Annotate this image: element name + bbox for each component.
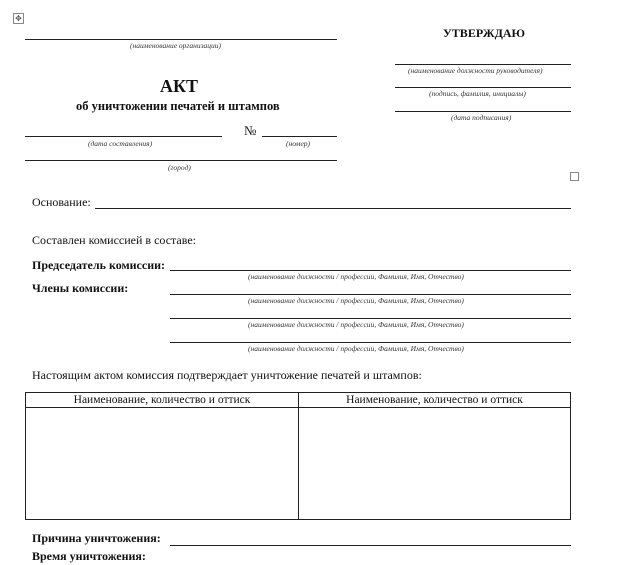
- table-header-left: Наименование, количество и оттиск: [26, 393, 299, 408]
- stamps-table: [25, 392, 571, 520]
- member-caption-2: (наименование должности / профессии, Фамилия, Имя, Отчество): [248, 320, 464, 329]
- org-name-caption: (наименование организации): [130, 41, 222, 50]
- org-name-line: [25, 39, 337, 40]
- approve-heading: УТВЕРЖДАЮ: [443, 26, 526, 40]
- compose-date-line: [25, 136, 222, 137]
- time-label: Время уничтожения:: [32, 549, 146, 563]
- content-control-checkbox[interactable]: [570, 172, 579, 181]
- confirm-text: Настоящим актом комиссия подтверждает уничтожение печатей и штампов:: [32, 368, 422, 382]
- chairman-caption: (наименование должности / профессии, Фамилия, Имя, Отчество): [248, 272, 464, 281]
- number-line: [262, 136, 337, 137]
- reason-label: Причина уничтожения:: [32, 531, 161, 545]
- basis-label: Основание:: [32, 195, 91, 209]
- reason-line: [170, 545, 571, 546]
- basis-line: [95, 208, 571, 209]
- table-cell-left[interactable]: [26, 408, 299, 520]
- number-sign: №: [244, 123, 257, 138]
- document-subtitle: об уничтожении печатей и штампов: [76, 99, 280, 113]
- approval-date-line: [395, 111, 571, 112]
- compose-date-caption: (дата составления): [88, 139, 153, 148]
- city-caption: (город): [168, 163, 191, 172]
- chairman-line: [170, 270, 571, 271]
- member-caption-3: (наименование должности / профессии, Фамилия, Имя, Отчество): [248, 344, 464, 353]
- chairman-label: Председатель комиссии:: [32, 258, 166, 272]
- approver-signature-line: [395, 87, 571, 88]
- members-label: Члены комиссии:: [32, 281, 129, 295]
- number-caption: (номер): [286, 139, 311, 148]
- table-cell-right[interactable]: [299, 408, 571, 520]
- approver-position-line: [395, 64, 571, 65]
- approval-date-caption: (дата подписания): [451, 113, 512, 122]
- member-line-1: [170, 294, 571, 295]
- move-handle-icon[interactable]: ✥: [13, 13, 24, 24]
- approver-signature-caption: (подпись, фамилия, инициалы): [429, 89, 526, 98]
- approver-position-caption: (наименование должности руководителя): [408, 66, 543, 75]
- commission-intro: Составлен комиссией в составе:: [32, 233, 197, 247]
- document-title: АКТ: [160, 76, 199, 96]
- member-line-2: [170, 318, 571, 319]
- member-caption-1: (наименование должности / профессии, Фамилия, Имя, Отчество): [248, 296, 464, 305]
- member-line-3: [170, 342, 571, 343]
- table-header-right: Наименование, количество и оттиск: [299, 393, 571, 408]
- city-line: [25, 160, 337, 161]
